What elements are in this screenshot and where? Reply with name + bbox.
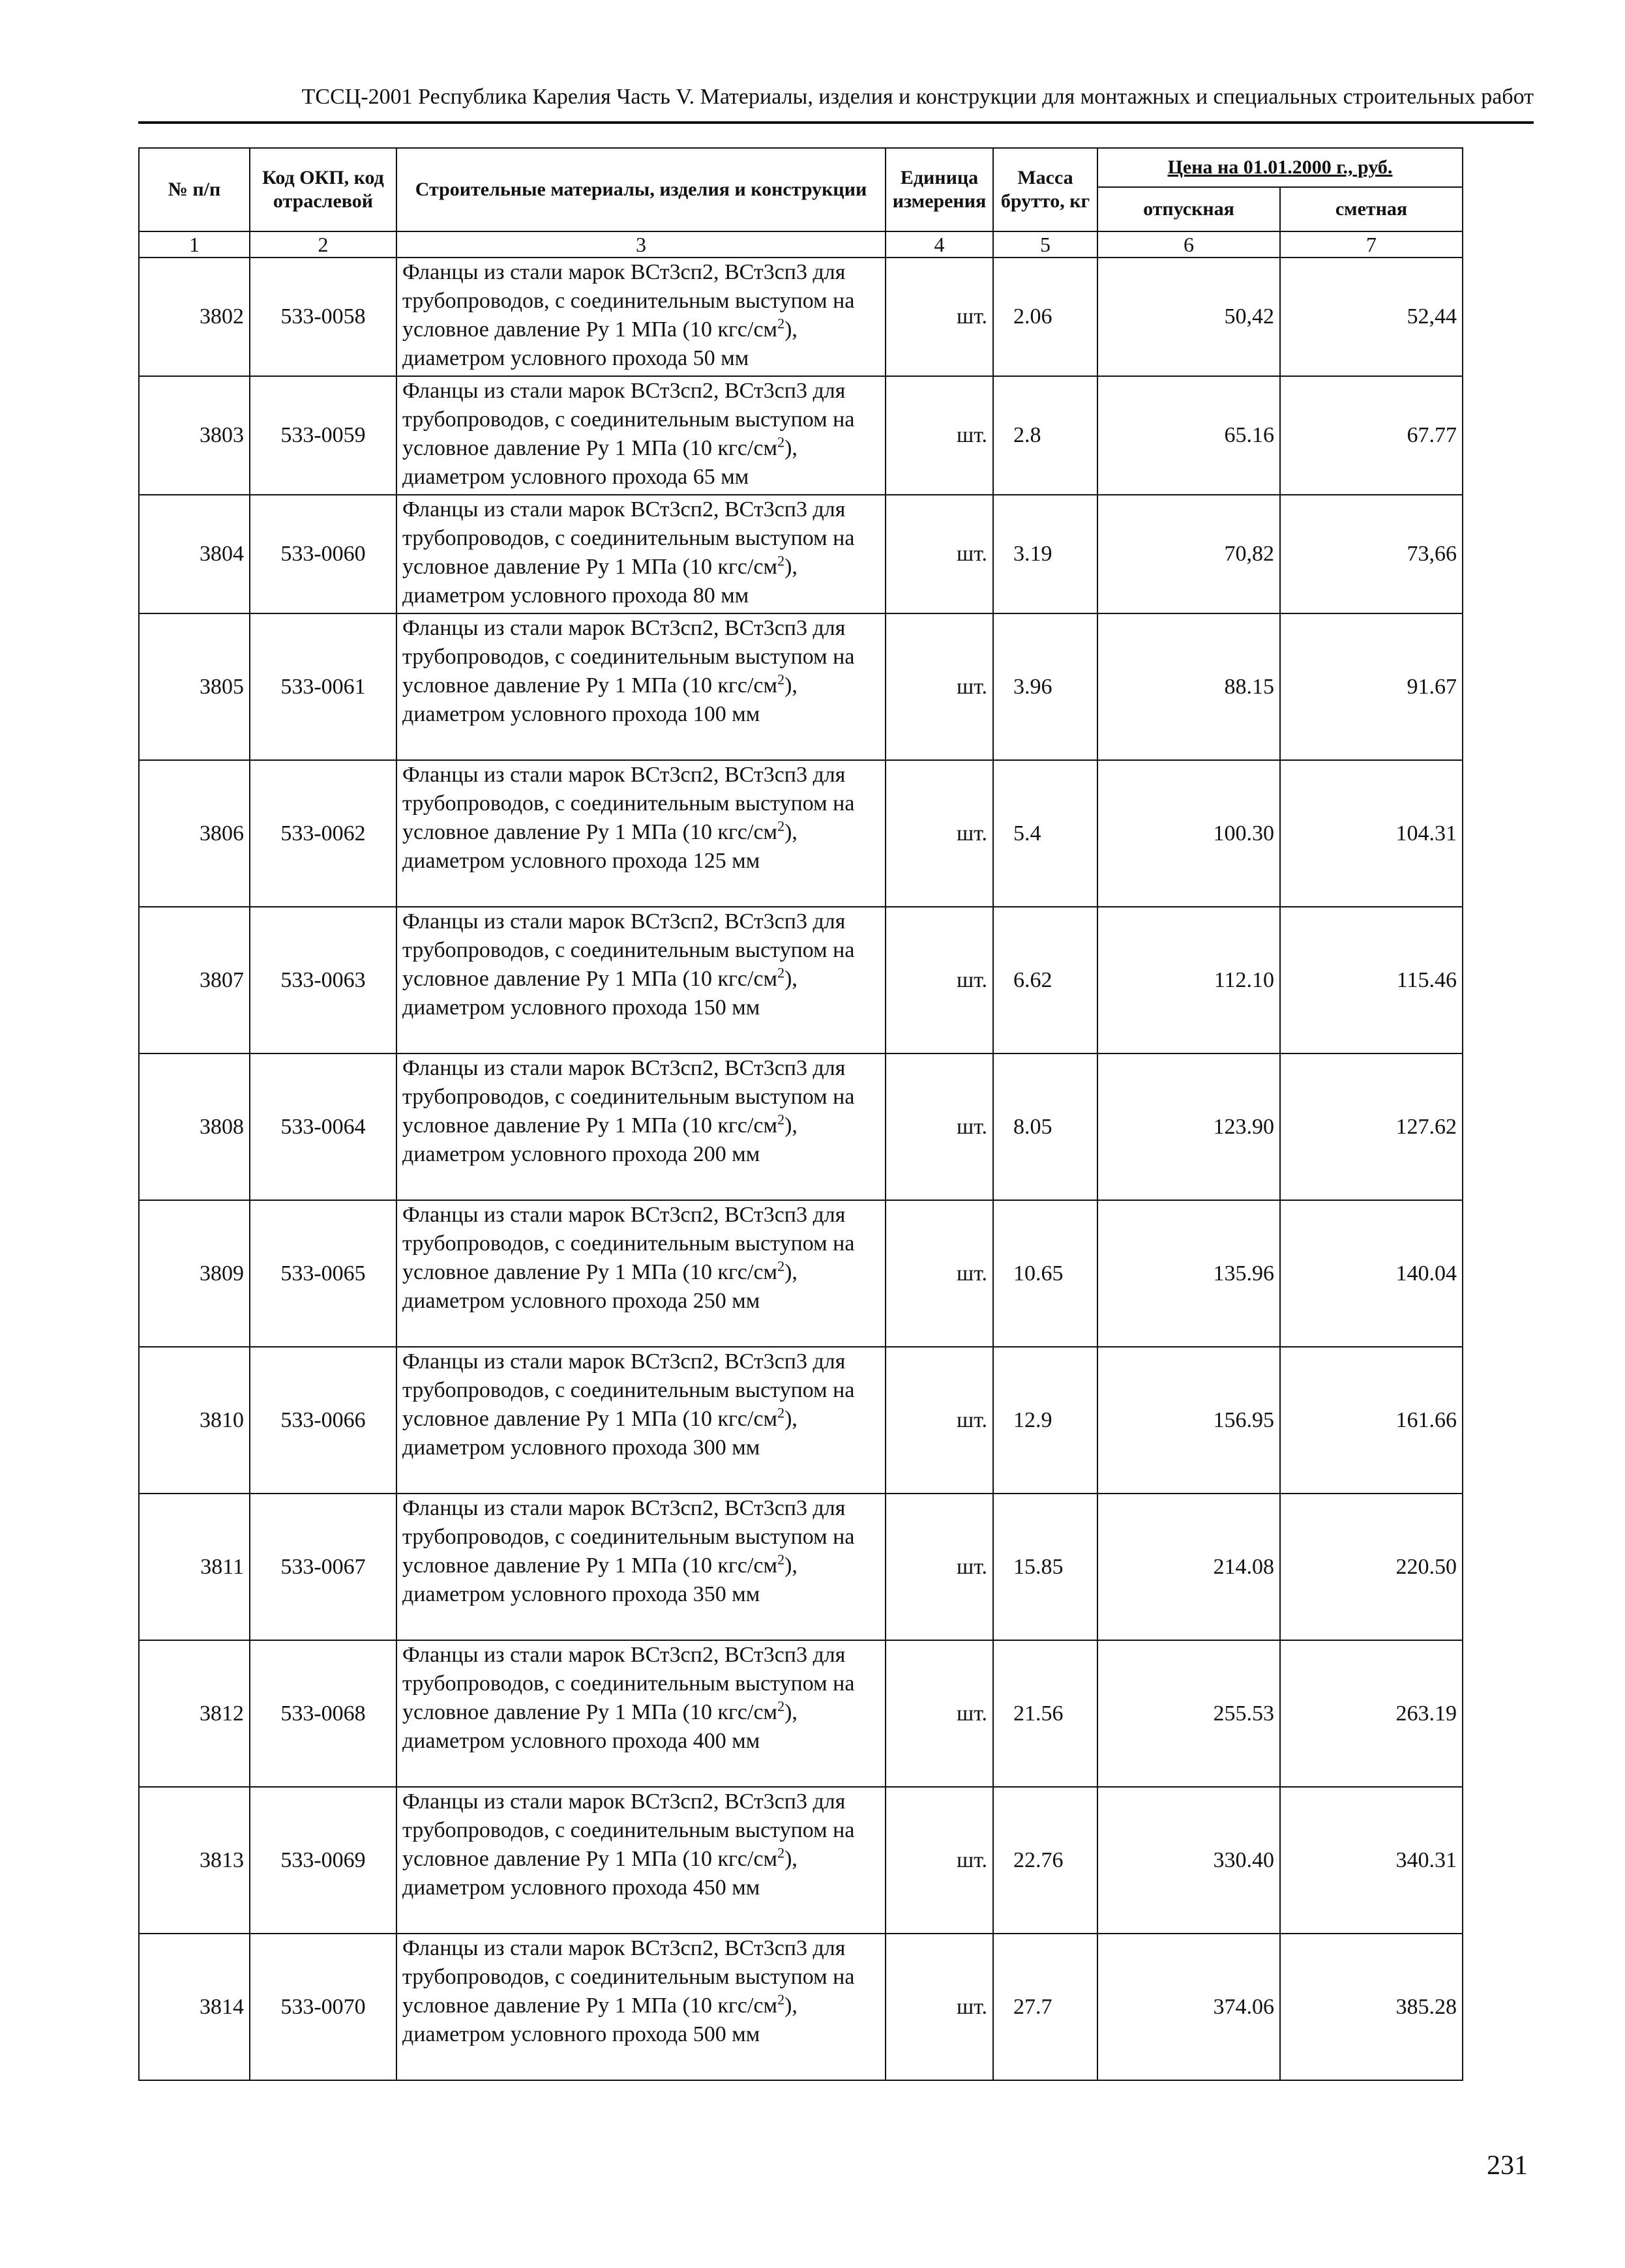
row-price-estimate: 263.19 [1280,1640,1463,1787]
row-code: 533-0069 [250,1787,396,1934]
description-prefix: Фланцы из стали марок ВСт3сп2, ВСт3сп3 для трубопроводов, с соединительным выступом на условное давление Ру 1 МПа (10 кгс/см [402,1056,855,1138]
row-unit: шт. [886,258,993,376]
row-mass: 22.76 [993,1787,1097,1934]
row-number: 3805 [139,613,250,760]
row-price-sale: 374.06 [1097,1934,1280,2080]
table-row [139,1347,1463,1494]
row-description [396,1053,886,1200]
description-superscript: 2 [777,1551,785,1568]
column-number: 3 [396,231,886,258]
column-number: 7 [1280,231,1463,258]
row-unit: шт. [886,1200,993,1347]
row-description [396,907,886,1053]
table-row [139,1787,1463,1934]
row-code: 533-0066 [250,1347,396,1494]
row-mass: 27.7 [993,1934,1097,2080]
header-price-group: Цена на 01.01.2000 г., руб. [1097,148,1463,187]
description-prefix: Фланцы из стали марок ВСт3сп2, ВСт3сп3 для трубопроводов, с соединительным выступом на условное давление Ру 1 МПа (10 кгс/см [402,1643,855,1724]
row-price-estimate: 104.31 [1280,760,1463,907]
row-price-sale: 70,82 [1097,495,1280,613]
row-unit: шт. [886,1787,993,1934]
description-superscript: 2 [777,552,785,569]
row-mass: 6.62 [993,907,1097,1053]
row-unit: шт. [886,1347,993,1494]
page-number: 231 [1487,2151,1528,2181]
row-price-sale: 330.40 [1097,1787,1280,1934]
description-prefix: Фланцы из стали марок ВСт3сп2, ВСт3сп3 для трубопроводов, с соединительным выступом на условное давление Ру 1 МПа (10 кгс/см [402,260,855,342]
description-superscript: 2 [777,1991,785,2008]
row-unit: шт. [886,907,993,1053]
row-unit: шт. [886,1934,993,2080]
column-number: 6 [1097,231,1280,258]
description-superscript: 2 [777,1698,785,1715]
row-code: 533-0064 [250,1053,396,1200]
row-code: 533-0065 [250,1200,396,1347]
row-price-sale: 100.30 [1097,760,1280,907]
row-mass: 3.96 [993,613,1097,760]
table-row [139,1200,1463,1347]
description-suffix: ), диаметром условного прохода 150 мм [402,967,798,1020]
column-number: 4 [886,231,993,258]
row-code: 533-0062 [250,760,396,907]
row-unit: шт. [886,1053,993,1200]
row-price-sale: 65.16 [1097,376,1280,495]
row-code: 533-0068 [250,1640,396,1787]
table-row [139,1640,1463,1787]
row-number: 3810 [139,1347,250,1494]
row-description [396,258,886,376]
row-code: 533-0063 [250,907,396,1053]
description-suffix: ), диаметром условного прохода 350 мм [402,1554,798,1606]
description-suffix: ), диаметром условного прохода 200 мм [402,1113,798,1166]
header-price-sale: отпускная [1097,187,1280,231]
description-prefix: Фланцы из стали марок ВСт3сп2, ВСт3сп3 для трубопроводов, с соединительным выступом на условное давление Ру 1 МПа (10 кгс/см [402,1789,855,1871]
row-price-estimate: 220.50 [1280,1494,1463,1640]
row-mass: 8.05 [993,1053,1097,1200]
row-description [396,1347,886,1494]
table-row [139,760,1463,907]
row-description [396,1787,886,1934]
header-description: Строительные материалы, изделия и конструкции [396,148,886,231]
row-mass: 12.9 [993,1347,1097,1494]
row-price-estimate: 67.77 [1280,376,1463,495]
description-prefix: Фланцы из стали марок ВСт3сп2, ВСт3сп3 для трубопроводов, с соединительным выступом на условное давление Ру 1 МПа (10 кгс/см [402,909,855,991]
row-code: 533-0059 [250,376,396,495]
table-row [139,376,1463,495]
row-mass: 3.19 [993,495,1097,613]
row-description [396,495,886,613]
row-price-sale: 123.90 [1097,1053,1280,1200]
row-number: 3806 [139,760,250,907]
row-price-sale: 112.10 [1097,907,1280,1053]
description-suffix: ), диаметром условного прохода 500 мм [402,1994,798,2046]
row-code: 533-0060 [250,495,396,613]
row-number: 3804 [139,495,250,613]
row-number: 3802 [139,258,250,376]
row-number: 3803 [139,376,250,495]
row-mass: 2.8 [993,376,1097,495]
header-no: № п/п [139,148,250,231]
column-number-row [139,231,1463,258]
row-price-estimate: 140.04 [1280,1200,1463,1347]
row-price-sale: 255.53 [1097,1640,1280,1787]
row-price-sale: 214.08 [1097,1494,1280,1640]
description-superscript: 2 [777,315,785,332]
description-superscript: 2 [777,1258,785,1274]
page-header: ТССЦ-2001 Республика Карелия Часть V. Материалы, изделия и конструкции для монтажных и специальных строительных работ [301,85,1534,109]
description-prefix: Фланцы из стали марок ВСт3сп2, ВСт3сп3 для трубопроводов, с соединительным выступом на условное давление Ру 1 МПа (10 кгс/см [402,1203,855,1284]
description-suffix: ), диаметром условного прохода 400 мм [402,1700,798,1753]
description-superscript: 2 [777,1844,785,1861]
row-unit: шт. [886,613,993,760]
description-prefix: Фланцы из стали марок ВСт3сп2, ВСт3сп3 для трубопроводов, с соединительным выступом на условное давление Ру 1 МПа (10 кгс/см [402,616,855,698]
row-mass: 5.4 [993,760,1097,907]
column-number: 5 [993,231,1097,258]
description-prefix: Фланцы из стали марок ВСт3сп2, ВСт3сп3 для трубопроводов, с соединительным выступом на условное давление Ру 1 МПа (10 кгс/см [402,1349,855,1431]
description-suffix: ), диаметром условного прохода 100 мм [402,673,798,726]
description-superscript: 2 [777,964,785,981]
row-price-estimate: 115.46 [1280,907,1463,1053]
row-mass: 2.06 [993,258,1097,376]
row-description [396,376,886,495]
row-price-estimate: 73,66 [1280,495,1463,613]
column-number: 2 [250,231,396,258]
row-unit: шт. [886,1494,993,1640]
table-row [139,613,1463,760]
row-mass: 21.56 [993,1640,1097,1787]
row-mass: 10.65 [993,1200,1097,1347]
row-number: 3813 [139,1787,250,1934]
row-price-sale: 88.15 [1097,613,1280,760]
price-table [138,147,1463,2081]
row-code: 533-0058 [250,258,396,376]
description-prefix: Фланцы из стали марок ВСт3сп2, ВСт3сп3 для трубопроводов, с соединительным выступом на условное давление Ру 1 МПа (10 кгс/см [402,1496,855,1578]
row-description [396,1200,886,1347]
header-divider [138,121,1534,124]
row-price-estimate: 340.31 [1280,1787,1463,1934]
description-suffix: ), диаметром условного прохода 50 мм [402,317,798,370]
row-unit: шт. [886,1640,993,1787]
row-unit: шт. [886,495,993,613]
description-prefix: Фланцы из стали марок ВСт3сп2, ВСт3сп3 для трубопроводов, с соединительным выступом на условное давление Ру 1 МПа (10 кгс/см [402,763,855,844]
row-code: 533-0067 [250,1494,396,1640]
description-suffix: ), диаметром условного прохода 80 мм [402,555,798,608]
table-row [139,258,1463,376]
description-suffix: ), диаметром условного прохода 125 мм [402,820,798,873]
description-prefix: Фланцы из стали марок ВСт3сп2, ВСт3сп3 для трубопроводов, с соединительным выступом на условное давление Ру 1 МПа (10 кгс/см [402,1936,855,2018]
row-description [396,760,886,907]
row-code: 533-0061 [250,613,396,760]
column-number: 1 [139,231,250,258]
header-price-estimate: сметная [1280,187,1463,231]
table-row [139,907,1463,1053]
table-header-row [139,148,1463,187]
row-price-estimate: 385.28 [1280,1934,1463,2080]
row-price-estimate: 161.66 [1280,1347,1463,1494]
row-price-estimate: 127.62 [1280,1053,1463,1200]
row-number: 3809 [139,1200,250,1347]
description-suffix: ), диаметром условного прохода 300 мм [402,1407,798,1460]
row-number: 3814 [139,1934,250,2080]
row-price-sale: 135.96 [1097,1200,1280,1347]
table-row [139,495,1463,613]
row-description [396,1934,886,2080]
description-superscript: 2 [777,671,785,688]
header-mass: Масса брутто, кг [993,148,1097,231]
description-suffix: ), диаметром условного прохода 250 мм [402,1260,798,1313]
description-superscript: 2 [777,1111,785,1128]
description-superscript: 2 [777,1404,785,1421]
row-price-sale: 156.95 [1097,1347,1280,1494]
description-suffix: ), диаметром условного прохода 65 мм [402,436,798,489]
table-row [139,1494,1463,1640]
row-price-estimate: 91.67 [1280,613,1463,760]
header-unit: Единица измерения [886,148,993,231]
table-row [139,1053,1463,1200]
row-code: 533-0070 [250,1934,396,2080]
header-code: Код ОКП, код отраслевой [250,148,396,231]
row-number: 3807 [139,907,250,1053]
row-number: 3811 [139,1494,250,1640]
row-unit: шт. [886,376,993,495]
row-number: 3812 [139,1640,250,1787]
row-number: 3808 [139,1053,250,1200]
table-row [139,1934,1463,2080]
description-prefix: Фланцы из стали марок ВСт3сп2, ВСт3сп3 для трубопроводов, с соединительным выступом на условное давление Ру 1 МПа (10 кгс/см [402,379,855,460]
row-description [396,613,886,760]
row-price-sale: 50,42 [1097,258,1280,376]
row-mass: 15.85 [993,1494,1097,1640]
row-description [396,1640,886,1787]
row-price-estimate: 52,44 [1280,258,1463,376]
row-description [396,1494,886,1640]
description-superscript: 2 [777,817,785,834]
row-unit: шт. [886,760,993,907]
description-suffix: ), диаметром условного прохода 450 мм [402,1847,798,1900]
description-prefix: Фланцы из стали марок ВСт3сп2, ВСт3сп3 для трубопроводов, с соединительным выступом на условное давление Ру 1 МПа (10 кгс/см [402,497,855,579]
description-superscript: 2 [777,434,785,450]
